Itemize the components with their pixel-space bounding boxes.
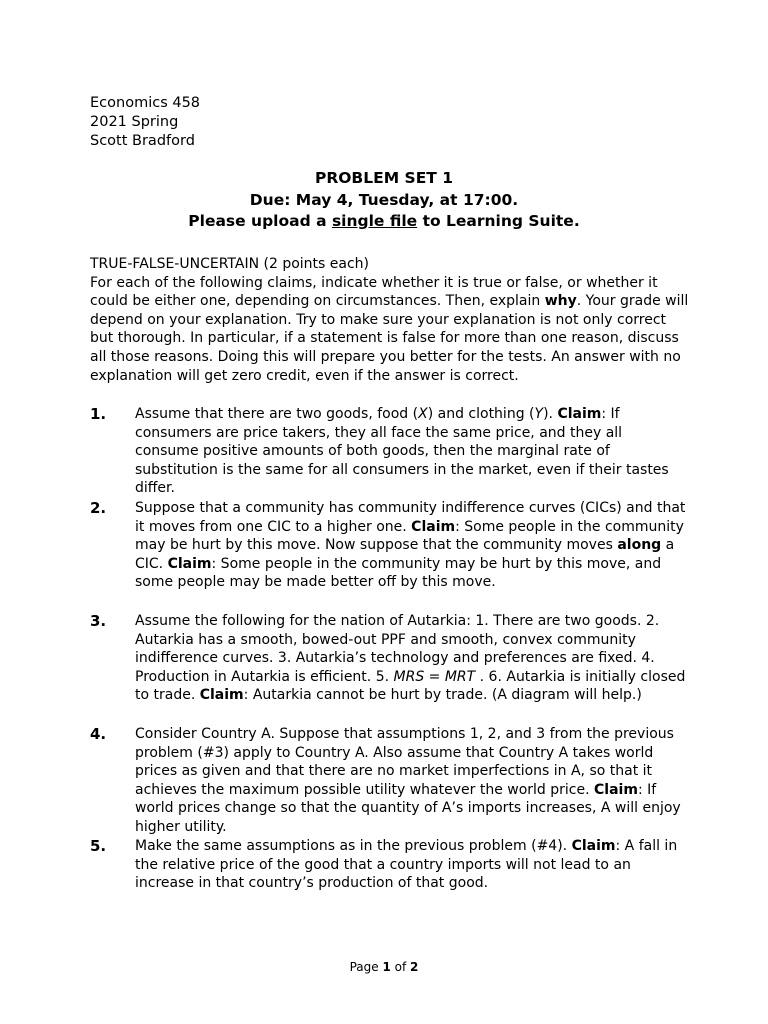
- page-footer: Page 1 of 2: [349, 960, 419, 974]
- question-number: 4.: [90, 725, 107, 743]
- question-number: 5.: [90, 837, 107, 855]
- course-header: [90, 94, 200, 151]
- total-page-count: 2: [410, 960, 419, 974]
- question-1: [90, 405, 690, 498]
- question-text: Consider Country A. Suppose that assumptions 1, 2, and 3 from the previous problem (#3) apply to Country A. Also assume that Country A takes world prices as given and that there are no market imperfections in A, so that it achieves the maximum possible utility whatever the world price. Claim: If world prices change so that the quantity of A’s imports increases, A will enjoy higher utility.: [135, 726, 681, 835]
- question-text: Assume the following for the nation of Autarkia: 1. There are two goods. 2. Autarkia has a smooth, bowed-out PPF and smooth, convex community indifference curves. 3. Autarkia’s technology and preferences are fixed. 4. Production in Autarkia is efficient. 5. MRS = MRT . 6. Autarkia is initially closed to trade. Claim: Autarkia cannot be hurt by trade. (A diagram will help.): [135, 613, 686, 704]
- question-text: Assume that there are two goods, food (X) and clothing (Y). Claim: If consumers are price takers, they all face the same price, and they all consume positive amounts of both goods, then the marginal rate of substitution is the same for all consumers in the market, even if their tastes differ.: [135, 406, 669, 497]
- question-text: Suppose that a community has community indifference curves (CICs) and that it moves from one CIC to a higher one. Claim: Some people in the community may be hurt by this move. Now suppose that the community moves along a CIC. Claim: Some people in the community may be hurt by this move, and some people may be made better off by this move.: [135, 500, 686, 591]
- upload-instruction-line: Please upload a single file to Learning Suite.: [188, 212, 580, 230]
- current-page-number: 1: [382, 960, 391, 974]
- question-text: Make the same assumptions as in the previous problem (#4). Claim: A fall in the relative price of the good that a country imports will not lead to an increase in that country’s production of that good.: [135, 838, 678, 892]
- instructions-section: [90, 255, 690, 385]
- course-term: 2021 Spring: [90, 114, 179, 130]
- question-number: 3.: [90, 612, 107, 630]
- course-name: Economics 458: [90, 95, 201, 111]
- question-2: [90, 499, 690, 592]
- single-file-emphasis: single file: [331, 212, 418, 230]
- question-number: 2.: [90, 499, 107, 517]
- question-4: [90, 725, 690, 837]
- instructor-name: Scott Bradford: [90, 133, 195, 149]
- question-number: 1.: [90, 405, 107, 423]
- section-intro: For each of the following claims, indicate whether it is true or false, or whether it could be either one, depending on circumstances. Then, explain why. Your grade will depend on your explanation. Try to make sure your explanation is not only correct but thorough. In particular, if a statement is false for more than one reason, discuss all those reasons. Doing this will prepare you better for the tests. An answer with no explanation will get zero credit, even if the answer is correct.: [90, 274, 689, 384]
- problem-set-title: [0, 168, 768, 233]
- title-line: PROBLEM SET 1: [314, 169, 454, 187]
- question-3: [90, 612, 690, 705]
- question-5: [90, 837, 690, 893]
- due-date-line: Due: May 4, Tuesday, at 17:00.: [249, 190, 519, 209]
- section-heading: TRUE-FALSE-UNCERTAIN (2 points each): [90, 256, 369, 272]
